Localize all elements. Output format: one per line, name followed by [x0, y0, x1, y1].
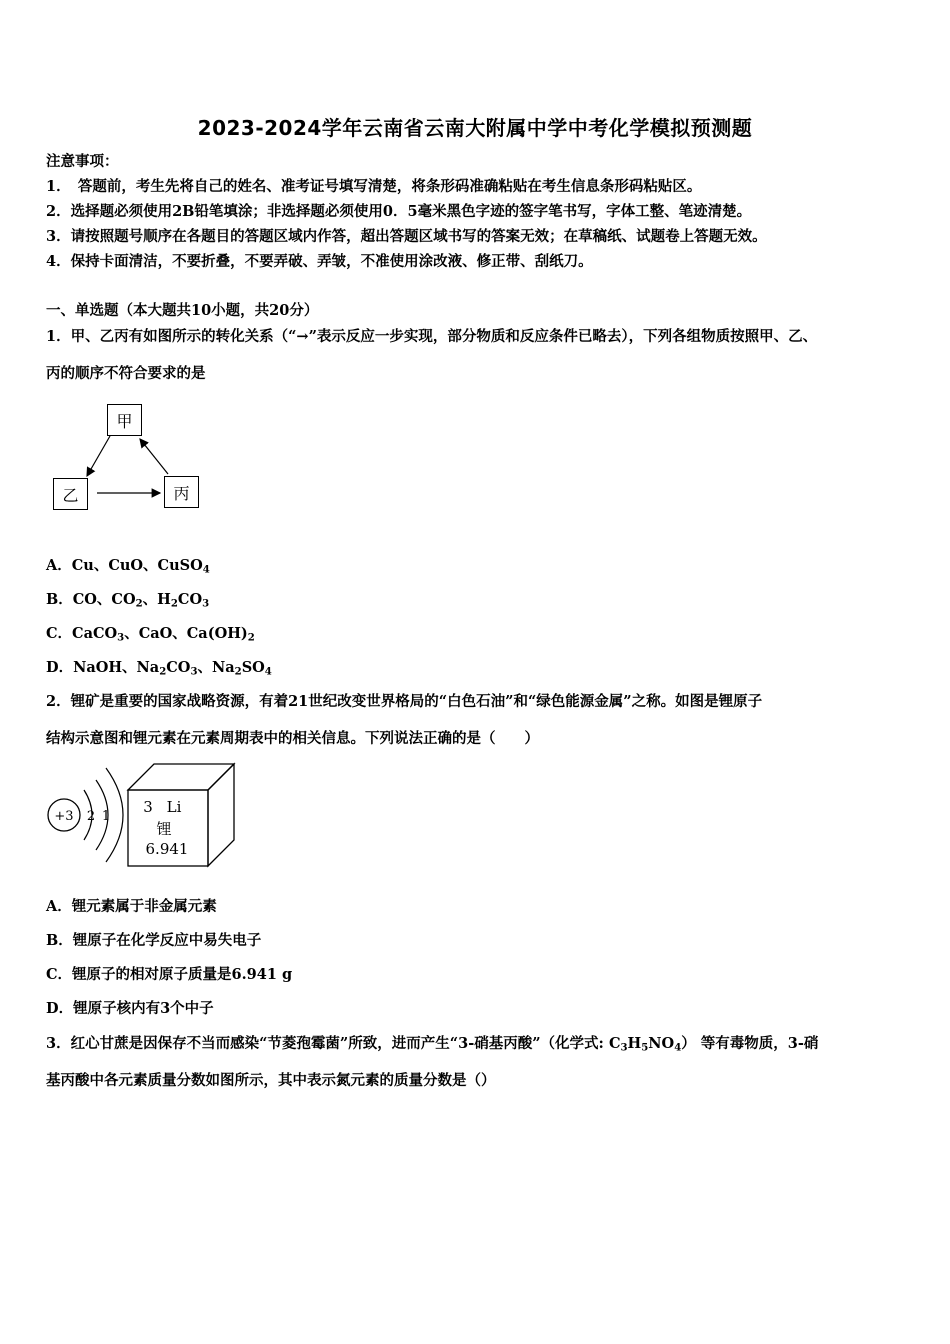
q1-stem-line-1: 1．甲、乙丙有如图所示的转化关系（“→”表示反应一步实现，部分物质和反应条件已略去），下列各组物质按照甲、乙、: [46, 328, 818, 345]
diagram-box-yi: 乙: [53, 478, 88, 510]
q1-option-b: B．CO、$CO_2$、$H_2CO_3$: [46, 591, 210, 610]
notice-item-2: 2．选择题必须使用2B铅笔填涂；非选择题必须使用0．5毫米黑色字迹的签字笔书写，字体工整、笔迹清楚。: [46, 203, 752, 220]
cube-top-face: [128, 764, 234, 790]
q2-option-d: D．锂原子核内有3个中子: [46, 1000, 214, 1017]
element-atomic-mass: 6.941: [145, 840, 189, 858]
cube-side-face: [208, 764, 234, 866]
q3-stem-line-1: 3．红心甘蔗是因保存不当而感染“节菱孢霉菌”所致，进而产生“3-硝基丙酸”（化学式: $C_3H_5NO_4$） 等有毒物质，3-硝: [46, 1035, 819, 1054]
atom-nucleus-charge: +3: [54, 809, 74, 824]
q2-option-a: A．锂元素属于非金属元素: [46, 898, 217, 915]
diagram-arrows: [0, 0, 950, 600]
section-heading: 一、单选题（本大题共10小题，共20分）: [46, 302, 319, 319]
q1-option-c: C．CaCO$_3$、CaO、$Ca(OH)_2$: [46, 625, 255, 644]
notice-item-1: 1． 答题前，考生先将自己的姓名、准考证号填写清楚，将条形码准确粘贴在考生信息条形码粘贴区。: [46, 178, 702, 195]
element-name: 锂: [156, 820, 172, 838]
notice-heading: 注意事项：: [46, 153, 119, 170]
notice-item-4: 4．保持卡面清洁，不要折叠，不要弄破、弄皱，不准使用涂改液、修正带、刮纸刀。: [46, 253, 593, 270]
q1-option-d: D．NaOH、$Na_2CO_3$、$Na_2SO_4$: [46, 659, 272, 678]
q2-stem-line-2: 结构示意图和锂元素在元素周期表中的相关信息。下列说法正确的是（ ）: [46, 730, 539, 747]
arrow-bing-to-jia: [140, 439, 168, 474]
atom-shell-1-electrons: 2: [86, 809, 96, 824]
diagram-box-jia: 甲: [107, 404, 142, 436]
element-cell-cube: [124, 760, 244, 870]
q1-stem-line-2: 丙的顺序不符合要求的是: [46, 365, 206, 382]
q1-option-a: A．Cu、CuO、CuSO$_4$: [46, 557, 210, 576]
diagram-box-bing: 丙: [164, 476, 199, 508]
atom-shell-2-electrons: 1: [101, 809, 111, 824]
q2-option-b: B．锂原子在化学反应中易失电子: [46, 932, 262, 949]
q2-option-c: C．锂原子的相对原子质量是6.941 g: [46, 966, 293, 983]
q2-stem-line-1: 2．锂矿是重要的国家战略资源，有着21世纪改变世界格局的“白色石油”和“绿色能源金属”之称。如图是锂原子: [46, 693, 763, 710]
notice-item-3: 3．请按照题号顺序在各题目的答题区域内作答，超出答题区域书写的答案无效；在草稿纸、试题卷上答题无效。: [46, 228, 767, 245]
arrow-jia-to-yi: [87, 436, 110, 476]
element-atomic-number: 3: [143, 798, 153, 816]
q3-stem-line-2: 基丙酸中各元素质量分数如图所示，其中表示氮元素的质量分数是（）: [46, 1072, 496, 1089]
element-symbol: Li: [166, 798, 182, 816]
page-title: 2023-2024学年云南省云南大附属中学中考化学模拟预测题: [197, 116, 753, 140]
